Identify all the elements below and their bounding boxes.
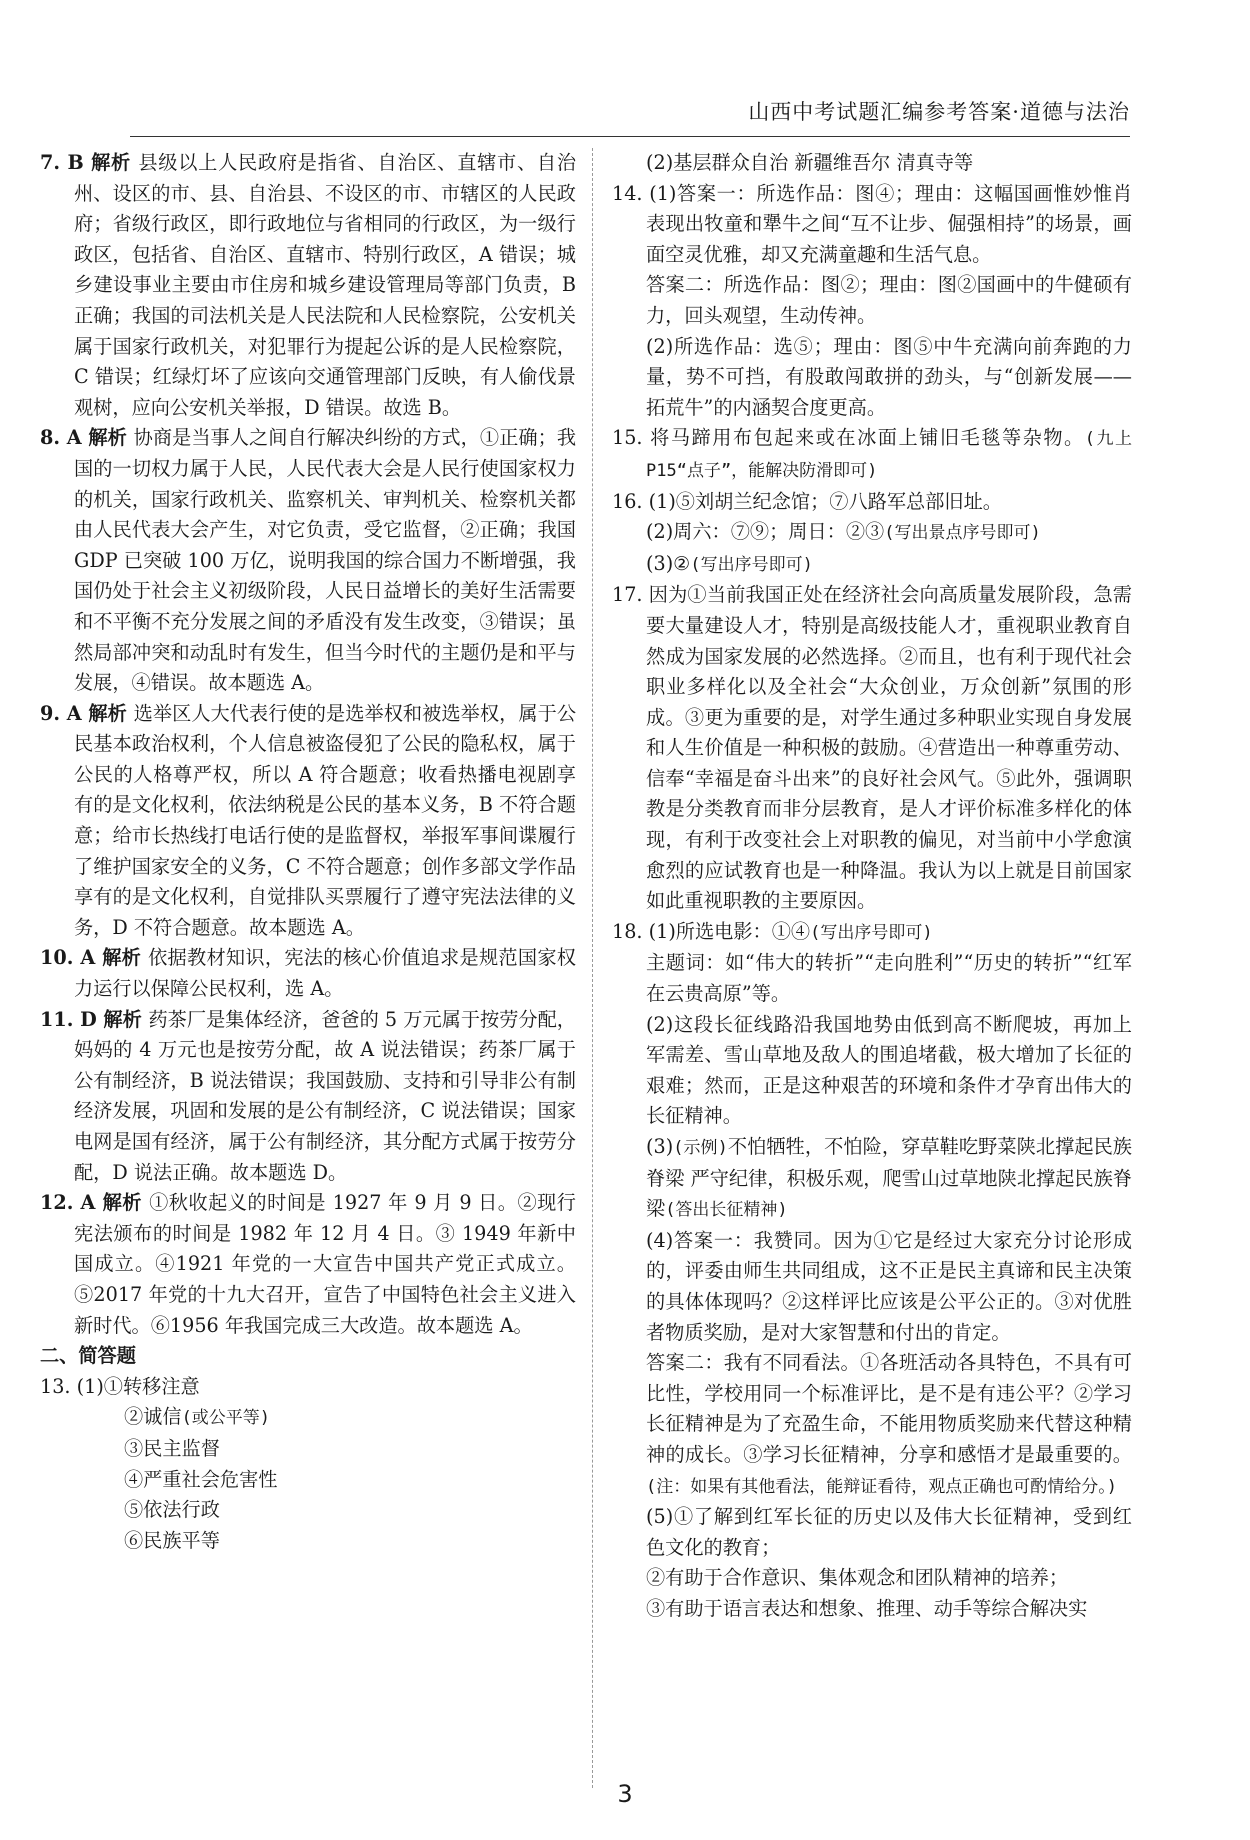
right-sub-answer-2 (612, 270, 1132, 331)
question-number: 17. (612, 583, 649, 607)
handwritten-note: (九上P15“点子”，能解决防滑即可) (646, 429, 1132, 481)
right-sub-answer-0 (612, 148, 1132, 179)
right-question-4 (612, 423, 1132, 486)
page-header (130, 96, 1130, 137)
left-answer-0 (40, 148, 576, 423)
handwritten-note: (示例) (673, 1138, 728, 1158)
left-answer-3 (40, 943, 576, 1004)
left-question-7 (40, 1372, 576, 1403)
right-sub-answer-17 (612, 1594, 1132, 1625)
handwritten-note: (写出景点序号即可) (884, 523, 1041, 544)
right-sub-answer-7 (612, 549, 1132, 581)
question-number: 11. D (40, 1007, 104, 1031)
answer-text: ①秋收起义的时间是 1927 年 9 月 9 日。②现行宪法颁布的时间是 1982 年 12 月 4 日。③ 1949 年新中国成立。④1921 年党的一大宣告中国共产党正式成立。⑤2017 年党的十九大召开，宣告了中国特色社会主义进入新时代。⑥1956 年我国完成三大改造。故本题选 A。 (74, 1191, 576, 1337)
question-number: 10. A (40, 946, 103, 970)
answer-text: ⑥民族平等 (124, 1528, 220, 1552)
answer-text: ③民主监督 (124, 1436, 220, 1460)
answer-text: 主题词：如“伟大的转折”“走向胜利”“历史的转折”“红军在云贵高原”等。 (646, 951, 1132, 1006)
answer-text: 县级以上人民政府是指省、自治区、直辖市、自治州、设区的市、县、自治县、不设区的市、市辖区的人民政府；省级行政区，即行政地位与省相同的行政区，为一级行政区，包括省、自治区、直辖市、特别行政区，A 错误；城乡建设事业主要由市住房和城乡建设管理局等部门负责，B 正确；我国的司法机关是人民法院和人民检察院，公安机关属于国家行政机关，对犯罪行为提起公诉的是人民检察院，C 错误；红绿灯坏了应该向交通管理部门反映，有人偷伐景观树，应向公安机关举报，D 错误。故选 B。 (74, 151, 577, 419)
right-question-1 (612, 179, 1132, 271)
question-number: 7. B (40, 151, 92, 174)
answer-text: (2)所选作品：选⑤；理由：图⑤中牛充满向前奔跑的力量，势不可挡，有股敢闯敢拼的劲头，与“创新发展——拓荒牛”的内涵契合度更高。 (646, 334, 1132, 419)
question-number: 15. (612, 426, 651, 450)
question-number: 9. A (40, 701, 89, 725)
question-number: 12. A (40, 1191, 103, 1215)
answer-text: 药茶厂是集体经济，爸爸的 5 万元属于按劳分配，妈妈的 4 万元也是按劳分配，故 A 说法错误；药茶厂属于公有制经济，B 说法错误；我国鼓励、支持和引导非公有制经济发展，巩固和发展的是公有制经济，C 说法错误；国家电网是国有经济，属于公有制经济，其分配方式属于按劳分配，D 说法正确。故本题选 D。 (74, 1007, 576, 1184)
answer-text: 答案二：所选作品：图②；理由：图②国画中的牛健硕有力，回头观望，生动传神。 (646, 273, 1132, 327)
left-column (40, 148, 576, 1556)
analysis-label: 解析 (103, 1007, 149, 1031)
right-sub-answer-3 (612, 332, 1132, 424)
left-sub-answer-8 (40, 1402, 576, 1434)
left-answer-5 (40, 1188, 576, 1341)
answer-text: 协商是当事人之间自行解决纠纷的方式，①正确；我国的一切权力属于人民，人民代表大会是人民行使国家权力的机关，国家行政机关、监察机关、审判机关、检察机关都由人民代表大会产生，对它负责，受它监督，②正确；我国 GDP 已突破 100 万亿，说明我国的综合国力不断增强，我国仍处于社会主义初级阶段，人民日益增长的美好生活需要和不平衡不充分发展之间的矛盾没有发生改变，③错误；虽然局部冲突和动乱时有发生，但当今时代的主题仍是和平与发展，④错误。故本题选 A。 (74, 426, 577, 695)
handwritten-note: (或公平等) (181, 1408, 271, 1429)
header-title: 山西中考试题汇编参考答案·道德与法治 (748, 100, 1130, 124)
right-sub-answer-10 (612, 948, 1132, 1009)
analysis-label: 解析 (102, 946, 149, 970)
handwritten-note: (写出序号即可) (690, 554, 813, 575)
right-sub-answer-12 (612, 1132, 1132, 1226)
right-sub-answer-14 (612, 1348, 1132, 1502)
right-sub-answer-15 (612, 1502, 1132, 1563)
analysis-label: 解析 (102, 1191, 150, 1215)
answer-text: (1)⑤刘胡兰纪念馆；⑦八路军总部旧址。 (648, 489, 1002, 513)
answer-text: 因为①当前我国正处在经济社会向高质量发展阶段，急需要大量建设人才，特别是高级技能人才，重视职业教育自然成为国家发展的必然选择。②而且，也有利于现代社会职业多样化以及全社会“大众创业，万众创新”氛围的形成。③更为重要的是，对学生通过多种职业实现自身发展和人生价值是一种积极的鼓励。④营造出一种尊重劳动、信奉“幸福是奋斗出来”的良好社会风气。⑤此外，强调职教是分类教育而非分层教育，是人才评价标准多样化的体现，有利于改变社会上对职教的偏见，对当前中小学愈演愈烈的应试教育也是一种降温。我认为以上就是目前国家如此重视职教的主要原因。 (646, 583, 1132, 913)
answer-text: (2)这段长征线路沿我国地势由低到高不断爬坡，再加上军需差、雪山草地及敌人的围追堵截，极大增加了长征的艰难；然而，正是这种艰苦的环境和条件才孕育出伟大的长征精神。 (646, 1012, 1132, 1128)
right-question-5 (612, 487, 1132, 518)
analysis-label: 解析 (91, 151, 139, 174)
analysis-label: 解析 (88, 701, 134, 725)
left-sub-answer-11 (40, 1495, 576, 1526)
left-sub-answer-10 (40, 1465, 576, 1496)
right-question-8 (612, 580, 1132, 917)
left-sub-answer-12 (40, 1526, 576, 1557)
page-number: 3 (617, 1780, 633, 1808)
answer-text: (2)周六：⑦⑨；周日：②③ (646, 520, 885, 544)
answer-text: ⑤依法行政 (124, 1498, 220, 1522)
answer-text: 答案二：我有不同看法。①各班活动各具特色，不具有可比性，学校用同一个标准评比，是不是有违公平？②学习长征精神是为了充盈生命，不能用物质奖励来代替这种精神的成长。③学习长征精神，分享和感悟才是最重要的。 (646, 1351, 1132, 1466)
question-number: 14. (612, 181, 650, 205)
answer-text: (1)①转移注意 (76, 1374, 200, 1398)
answer-text: (1)所选电影：①④ (648, 919, 811, 943)
right-sub-answer-16 (612, 1563, 1132, 1594)
answer-text: (4)答案一：我赞同。因为①它是经过大家充分讨论形成的，评委由师生共同组成，这不正是民主真谛和民主决策的具体体现吗？②这样评比应该是公平公正的。③对优胜者物质奖励，是对大家智慧和付出的肯定。 (646, 1228, 1132, 1344)
left-sub-answer-9 (40, 1434, 576, 1465)
answer-text: ②有助于合作意识、集体观念和团队精神的培养； (646, 1566, 1069, 1590)
answer-text: (2)基层群众自治 新疆维吾尔 清真寺等 (646, 151, 974, 174)
right-sub-answer-13 (612, 1226, 1132, 1348)
analysis-label: 解析 (88, 426, 134, 450)
answer-text: 不怕牺牲，不怕险，穿草鞋吃野菜陕北撑起民族脊梁 严守纪律，积极乐观，爬雪山过草地陕北撑起民族脊梁 (646, 1135, 1132, 1221)
answer-text: 将马蹄用布包起来或在冰面上铺旧毛毯等杂物。 (650, 426, 1085, 450)
right-sub-answer-6 (612, 517, 1132, 549)
answer-text: ④严重社会危害性 (124, 1467, 278, 1491)
question-number: 18. (612, 919, 649, 943)
answer-text: (1)答案一：所选作品：图④；理由：这幅国画惟妙惟肖表现出牧童和犟牛之间“互不让步、倔强相持”的场景，画面空灵优雅，却又充满童趣和生活气息。 (646, 181, 1132, 266)
answer-text: ③有助于语言表达和想象、推理、动手等综合解决实 (646, 1596, 1088, 1620)
question-number: 13. (40, 1374, 77, 1398)
section-heading (40, 1341, 576, 1372)
left-answer-2 (40, 699, 576, 944)
answer-text: ②诚信 (124, 1405, 182, 1429)
answer-text: 依据教材知识，宪法的核心价值追求是规范国家权力运行以保障公民权利，选 A。 (74, 946, 576, 1001)
right-question-9 (612, 917, 1132, 949)
answer-text: (3) (646, 1135, 674, 1158)
answer-text: (3)② (646, 551, 691, 575)
handwritten-note: (写出序号即可) (810, 922, 933, 943)
handwritten-note: (答出长征精神) (665, 1200, 788, 1221)
column-divider (592, 148, 593, 1788)
right-column (612, 148, 1132, 1625)
question-number: 8. A (40, 426, 89, 450)
answer-text: (5)①了解到红军长征的历史以及伟大长征精神，受到红色文化的教育； (646, 1505, 1132, 1559)
section-title: 二、简答题 (40, 1344, 136, 1368)
handwritten-note: (注：如果有其他看法，能辩证看待，观点正确也可酌情给分。) (646, 1476, 1117, 1497)
right-sub-answer-11 (612, 1010, 1132, 1132)
left-answer-4 (40, 1005, 576, 1189)
answer-text: 选举区人大代表行使的是选举权和被选举权，属于公民基本政治权利，个人信息被盗侵犯了公民的隐私权，属于公民的人格尊严权，所以 A 符合题意；收看热播电视剧享有的是文化权利，依法纳税是公民的基本义务，B 不符合题意；给市长热线打电话行使的是监督权，举报军事间谍履行了维护国家安全的义务，C 不符合题意；创作多部文学作品享有的是文化权利，自觉排队买票履行了遵守宪法法律的义务，D 不符合题意。故本题选 A。 (74, 701, 577, 939)
left-answer-1 (40, 423, 576, 698)
question-number: 16. (612, 489, 649, 513)
